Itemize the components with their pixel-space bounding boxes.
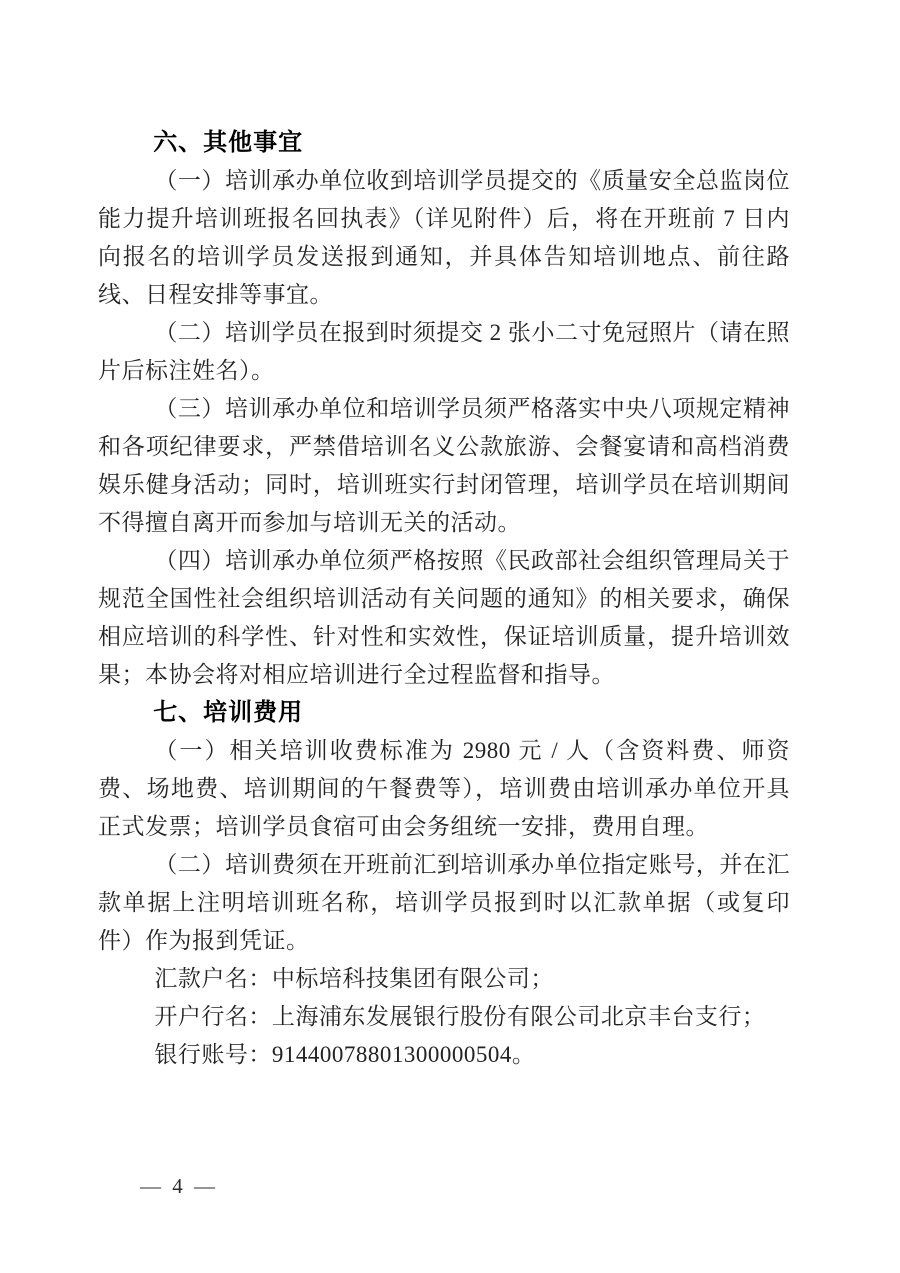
page-number: — 4 — — [140, 1174, 218, 1198]
paragraph-other-matters-4: （四）培训承办单位须严格按照《民政部社会组织管理局关于规范全国性社会组织培训活动有关问题的通知》的相关要求，确保相应培训的科学性、针对性和实效性，保证培训质量，提升培训效果；本协会将对相应培训进行全过程监督和指导。 — [98, 548, 790, 687]
paragraph-training-fees-2: （二）培训费须在开班前汇到培训承办单位指定账号，并在汇款单据上注明培训班名称，培训学员报到时以汇款单据（或复印件）作为报到凭证。 — [98, 852, 790, 953]
paragraph-other-matters-1: （一）培训承办单位收到培训学员提交的《质量安全总监岗位能力提升培训班报名回执表》（详见附件）后，将在开班前 7 日内向报名的培训学员发送报到通知，并具体告知培训地点、前往路线、日程安排等事宜。 — [98, 168, 790, 307]
paragraph-training-fees-1: （一）相关培训收费标准为 2980 元 / 人（含资料费、师资费、场地费、培训期间的午餐费等），培训费由培训承办单位开具正式发票；培训学员食宿可由会务组统一安排，费用自理。 — [98, 738, 790, 839]
document-body — [98, 124, 790, 1074]
section-heading-other-matters: 六、其他事宜 — [153, 129, 304, 156]
paragraph-other-matters-3: （三）培训承办单位和培训学员须严格落实中央八项规定精神和各项纪律要求，严禁借培训名义公款旅游、会餐宴请和高档消费娱乐健身活动；同时，培训班实行封闭管理，培训学员在培训期间不得擅自离开而参加与培训无关的活动。 — [98, 396, 790, 535]
bank-branch-name-line: 开户行名：上海浦东发展银行股份有限公司北京丰台支行； — [154, 1004, 766, 1029]
paragraph-other-matters-2: （二）培训学员在报到时须提交 2 张小二寸免冠照片（请在照片后标注姓名）。 — [98, 320, 790, 383]
bank-account-number-line: 银行账号：91440078801300000504。 — [154, 1042, 536, 1067]
remittance-account-name-line: 汇款户名：中标培科技集团有限公司； — [154, 966, 554, 991]
section-heading-training-fees: 七、培训费用 — [153, 699, 304, 726]
